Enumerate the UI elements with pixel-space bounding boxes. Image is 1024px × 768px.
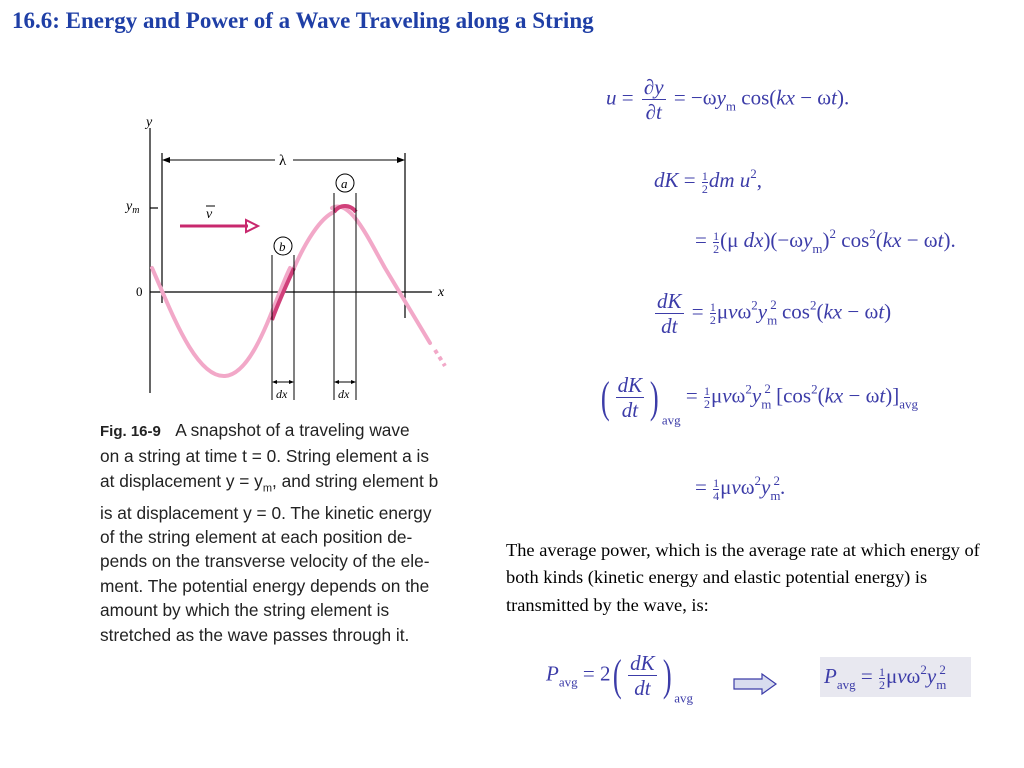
average-power-text: The average power, which is the average rate at which energy of both kinds (kinetic energy and elastic potential energy) is transmitted by the wave, is: bbox=[506, 540, 980, 615]
wave-figure bbox=[100, 108, 460, 408]
lambda-label: λ bbox=[279, 153, 287, 169]
wave-curve bbox=[152, 206, 430, 376]
ym-label: $y_m$ bbox=[126, 199, 140, 216]
equation-pavg: $P_{avg} = 2$( $\frac{dK}{dt}$ ) $_{avg}$ bbox=[546, 650, 694, 706]
equation-velocity: u = $\frac{\partial y}{\partial t}$ = $-\omega y_m$ cos(kx − ωt). bbox=[606, 75, 850, 125]
equation-avg-result: = $\frac{1}{4}$ $\mu v\omega^2y_m^2$. bbox=[695, 473, 786, 503]
velocity-label: v bbox=[206, 207, 213, 222]
dx-label-a: dx bbox=[338, 387, 350, 401]
x-axis-label: x bbox=[438, 285, 445, 300]
equation-pavg-final: $P_{avg}$ = $\frac{1}{2}$ $\mu v\omega^2y_m^2$ bbox=[824, 662, 947, 692]
equation-dk-expanded: = $\frac{1}{2}$ (μ $dx)(-\omega y_m)^2$ $\cos^2(kx - \omega t)$. bbox=[695, 226, 956, 256]
y-axis-label: y bbox=[146, 115, 153, 130]
equation-dk: dK = $\frac{1}{2}$ dm $u^2$, bbox=[654, 166, 763, 196]
implies-arrow-icon bbox=[732, 672, 778, 696]
label-b: b bbox=[279, 239, 286, 254]
element-b-segment bbox=[272, 268, 294, 320]
page-title: 16.6: Energy and Power of a Wave Traveling along a String bbox=[12, 8, 594, 33]
label-a: a bbox=[341, 176, 348, 191]
figure-caption: Fig. 16-9 A snapshot of a traveling wave on a string at time t = 0. String element a is at displacement $y = y_m$, and string element b is at displacement y = 0. The kinetic energy of the string element at each position de- pends on the transverse velocity of the ele- ment. The potential energy depends on the amount by which the string element is stretched as the wave passes through it. bbox=[100, 420, 439, 645]
equation-dkdt-avg: ( $\frac{dK}{dt}$ ) $_{avg}$ = $\frac{1}{2}$ $\mu v\omega^2y_m^2$ $[\cos^2(kx - \omega t)]_{avg}$ bbox=[600, 372, 919, 428]
wave-dashed-end bbox=[435, 350, 445, 366]
equation-dkdt: $\frac{dK}{dt}$ = $\frac{1}{2}$ $\mu v\omega^2y_m^2$ $\cos^2(kx - \omega t)$ bbox=[657, 289, 892, 339]
zero-label: 0 bbox=[136, 284, 143, 299]
dx-label-b: dx bbox=[276, 387, 288, 401]
